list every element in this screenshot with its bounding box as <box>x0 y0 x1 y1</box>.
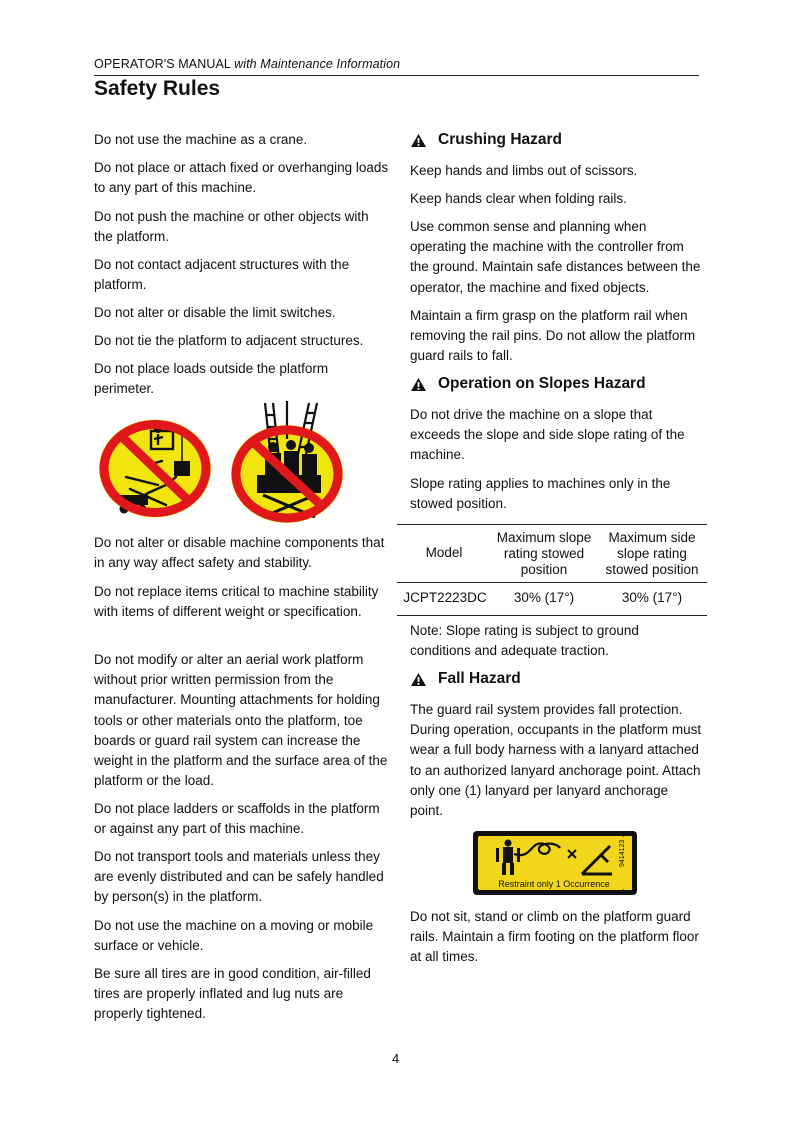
table-header-rule <box>397 582 707 583</box>
right-paragraph: Slope rating applies to machines only in the stowed position. <box>410 476 671 512</box>
table-cell-slope: 30% (17°) <box>513 590 575 605</box>
no-crane-load-sign-icon <box>96 417 214 520</box>
decal-code: 9414123 <box>619 839 626 867</box>
table-cell-model: JCPT2223DC <box>403 590 487 605</box>
heading-text: Crushing Hazard <box>438 131 563 148</box>
left-paragraph: Do not alter or disable the limit switches. <box>94 305 336 320</box>
table-header-side-slope: Maximum side slope rating stowed position <box>605 530 699 577</box>
right-paragraph: Do not drive the machine on a slope that exceeds the slope and side slope rating of the machine. <box>410 407 685 463</box>
table-header-model: Model <box>425 545 463 560</box>
restraint-decal-icon <box>472 830 638 896</box>
crushing-hazard-heading <box>410 131 562 149</box>
right-paragraph: Keep hands clear when folding rails. <box>410 191 627 206</box>
left-paragraph: Do not place ladders or scaffolds in the platform or against any part of this machine. <box>94 801 380 837</box>
warning-triangle-icon <box>410 377 427 392</box>
left-paragraph: Do not push the machine or other objects with the platform. <box>94 209 369 245</box>
table-bottom-rule <box>397 615 707 616</box>
left-paragraph: Do not use the machine as a crane. <box>94 132 308 147</box>
left-paragraph: Do not place loads outside the platform perimeter. <box>94 361 329 397</box>
table-header-slope: Maximum slope rating stowed position <box>496 530 592 577</box>
left-paragraph: Do not place or attach fixed or overhanging loads to any part of this machine. <box>94 160 389 196</box>
manual-subtitle: with Maintenance Information <box>234 57 401 71</box>
left-paragraph: Be sure all tires are in good condition, air-filled tires are properly inflated and lug nuts are properly tightened. <box>94 966 371 1022</box>
slopes-hazard-heading <box>410 375 646 393</box>
manual-title: OPERATOR'S MANUAL <box>94 57 231 71</box>
left-paragraph: Do not use the machine on a moving or mobile surface or vehicle. <box>94 918 374 954</box>
right-paragraph: The guard rail system provides fall protection. During operation, occupants in the platform must wear a full body harness with a lanyard attached to an authorized lanyard anchorage point. Attach only one (1) lanyard per lanyard anchorage point. <box>410 702 702 819</box>
right-paragraph: Use common sense and planning when operating the machine with the controller from the ground. Maintain safe distances between the operator, the machine and fixed objects. <box>410 219 701 295</box>
table-cell-side-slope: 30% (17°) <box>621 590 683 605</box>
left-paragraph: Do not tie the platform to adjacent structures. <box>94 333 364 348</box>
table-note: Note: Slope rating is subject to ground conditions and adequate traction. <box>410 623 639 659</box>
no-ladder-overcrowding-sign-icon <box>229 399 349 526</box>
right-paragraph: Keep hands and limbs out of scissors. <box>410 163 638 178</box>
running-header <box>94 57 400 71</box>
header-rule <box>94 75 699 76</box>
left-paragraph: Do not transport tools and materials unless they are evenly distributed and can be safely handled by person(s) in the platform. <box>94 849 384 905</box>
right-paragraph: Do not sit, stand or climb on the platform guard rails. Maintain a firm footing on the platform floor at all times. <box>410 909 699 965</box>
left-paragraph: Do not replace items critical to machine stability with items of different weight or specification. <box>94 584 379 620</box>
left-paragraph: Do not modify or alter an aerial work platform without prior written permission from the manufacturer. Mounting attachments for holding tools or other materials onto the platform, toe boards or guard rail system can increase the weight in the platform and the surface area of the platform or the load. <box>94 652 388 789</box>
decal-caption: Restraint only 1 Occurrence <box>498 879 610 889</box>
right-paragraph: Maintain a firm grasp on the platform rail when removing the rail pins. Do not allow the platform guard rails to fall. <box>410 308 696 364</box>
heading-text: Fall Hazard <box>438 670 521 687</box>
left-paragraph: Do not contact adjacent structures with the platform. <box>94 257 350 293</box>
fall-hazard-heading <box>410 670 521 688</box>
page-title: Safety Rules <box>94 77 221 100</box>
warning-triangle-icon <box>410 672 427 687</box>
table-top-rule <box>397 524 707 525</box>
page-number: 4 <box>392 1051 400 1066</box>
warning-triangle-icon <box>410 133 427 148</box>
left-paragraph: Do not alter or disable machine components that in any way affect safety and stability. <box>94 535 385 571</box>
heading-text: Operation on Slopes Hazard <box>438 375 646 392</box>
